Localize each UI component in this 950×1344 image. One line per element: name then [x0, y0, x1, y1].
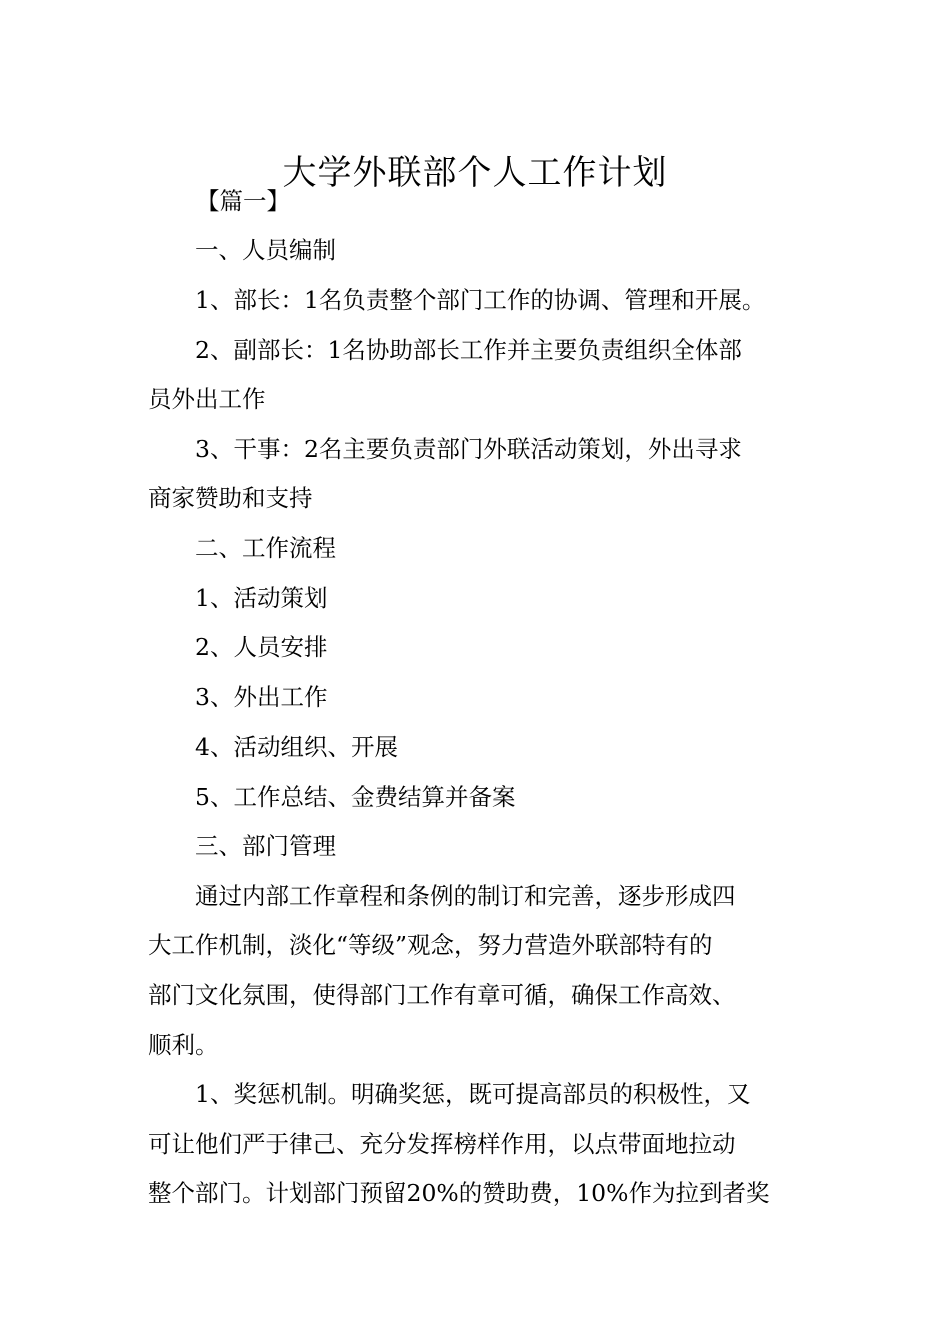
heading-workflow: 二、工作流程 — [195, 534, 336, 562]
paragraph-line: 2、副部长：1名协助部长工作并主要负责组织全体部 — [195, 336, 742, 364]
paragraph-line: 3、干事：2名主要负责部门外联活动策划，外出寻求 — [195, 435, 742, 463]
paragraph-line: 可让他们严于律己、充分发挥榜样作用，以点带面地拉动 — [148, 1130, 736, 1158]
paragraph-line: 大工作机制，淡化“等级”观念，努力营造外联部特有的 — [148, 931, 713, 959]
paragraph-line: 整个部门。计划部门预留20%的赞助费，10%作为拉到者奖 — [148, 1179, 770, 1207]
paragraph-line: 员外出工作 — [148, 385, 266, 413]
heading-management: 三、部门管理 — [195, 832, 336, 860]
list-item: 2、人员安排 — [195, 633, 328, 661]
list-item: 5、工作总结、金费结算并备案 — [195, 783, 516, 811]
heading-staffing: 一、人员编制 — [195, 236, 336, 264]
paragraph-line: 部门文化氛围，使得部门工作有章可循，确保工作高效、 — [148, 981, 736, 1009]
paragraph-line: 1、奖惩机制。明确奖惩，既可提高部员的积极性，又 — [195, 1080, 751, 1108]
list-item: 4、活动组织、开展 — [195, 733, 398, 761]
paragraph-line: 1、部长：1名负责整个部门工作的协调、管理和开展。 — [195, 286, 766, 314]
paragraph-line: 顺利。 — [148, 1031, 219, 1059]
list-item: 1、活动策划 — [195, 584, 328, 612]
section-label: 【篇一】 — [196, 187, 290, 215]
list-item: 3、外出工作 — [195, 683, 328, 711]
paragraph-line: 商家赞助和支持 — [148, 484, 313, 512]
paragraph-line: 通过内部工作章程和条例的制订和完善，逐步形成四 — [195, 882, 736, 910]
document-title: 大学外联部个人工作计划 — [282, 152, 668, 193]
